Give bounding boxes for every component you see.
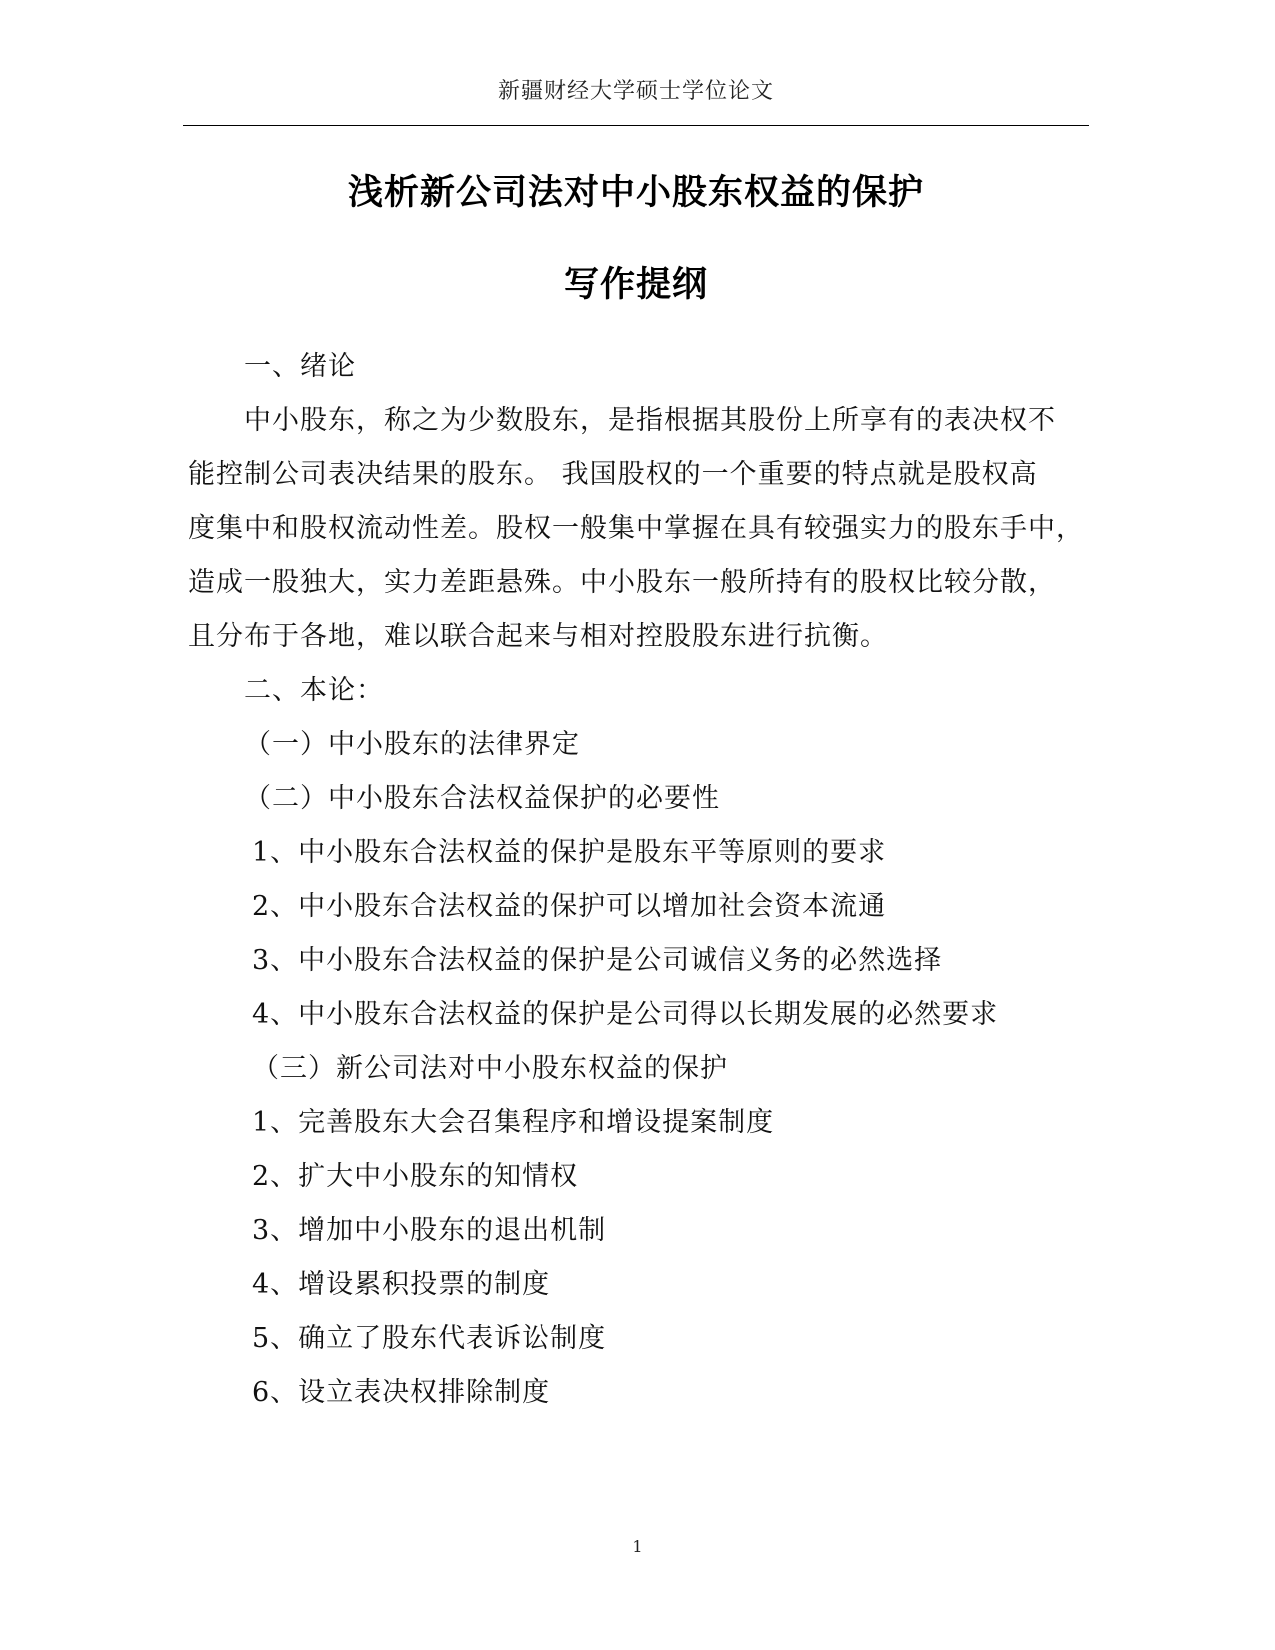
paragraph-line: 中小股东，称之为少数股东，是指根据其股份上所享有的表决权不 [244, 405, 1056, 436]
document-title: 浅析新公司法对中小股东权益的保护 [347, 173, 924, 213]
section-heading-main-body: 二、本论： [244, 675, 384, 706]
paragraph-line: 能控制公司表决结果的股东。 我国股权的一个重要的特点就是股权高 [188, 459, 1038, 490]
outline-item: 3、中小股东合法权益的保护是公司诚信义务的必然选择 [252, 945, 943, 976]
paragraph-line: 且分布于各地，难以联合起来与相对控股股东进行抗衡。 [188, 621, 888, 652]
header-divider [183, 125, 1089, 126]
section-heading-introduction: 一、绪论 [244, 351, 356, 382]
outline-item: 1、完善股东大会召集程序和增设提案制度 [252, 1107, 775, 1138]
paragraph-line: 造成一股独大，实力差距悬殊。中小股东一般所持有的股权比较分散， [188, 567, 1056, 598]
subsection-heading: （一）中小股东的法律界定 [244, 729, 580, 760]
outline-item: 6、设立表决权排除制度 [252, 1377, 551, 1408]
outline-item: 2、扩大中小股东的知情权 [252, 1161, 579, 1192]
running-header: 新疆财经大学硕士学位论文 [497, 79, 774, 104]
outline-item: 4、增设累积投票的制度 [252, 1269, 551, 1300]
outline-item: 4、中小股东合法权益的保护是公司得以长期发展的必然要求 [252, 999, 999, 1030]
outline-item: 1、中小股东合法权益的保护是股东平等原则的要求 [252, 837, 887, 868]
outline-item: 5、确立了股东代表诉讼制度 [252, 1323, 607, 1354]
outline-item: 2、中小股东合法权益的保护可以增加社会资本流通 [252, 891, 887, 922]
subsection-heading: （三）新公司法对中小股东权益的保护 [252, 1053, 728, 1084]
page-number: 1 [632, 1537, 643, 1556]
paragraph-line: 度集中和股权流动性差。股权一般集中掌握在具有较强实力的股东手中， [188, 513, 1084, 544]
subsection-heading: （二）中小股东合法权益保护的必要性 [244, 783, 720, 814]
document-subtitle: 写作提纲 [563, 265, 708, 305]
outline-item: 3、增加中小股东的退出机制 [252, 1215, 607, 1246]
